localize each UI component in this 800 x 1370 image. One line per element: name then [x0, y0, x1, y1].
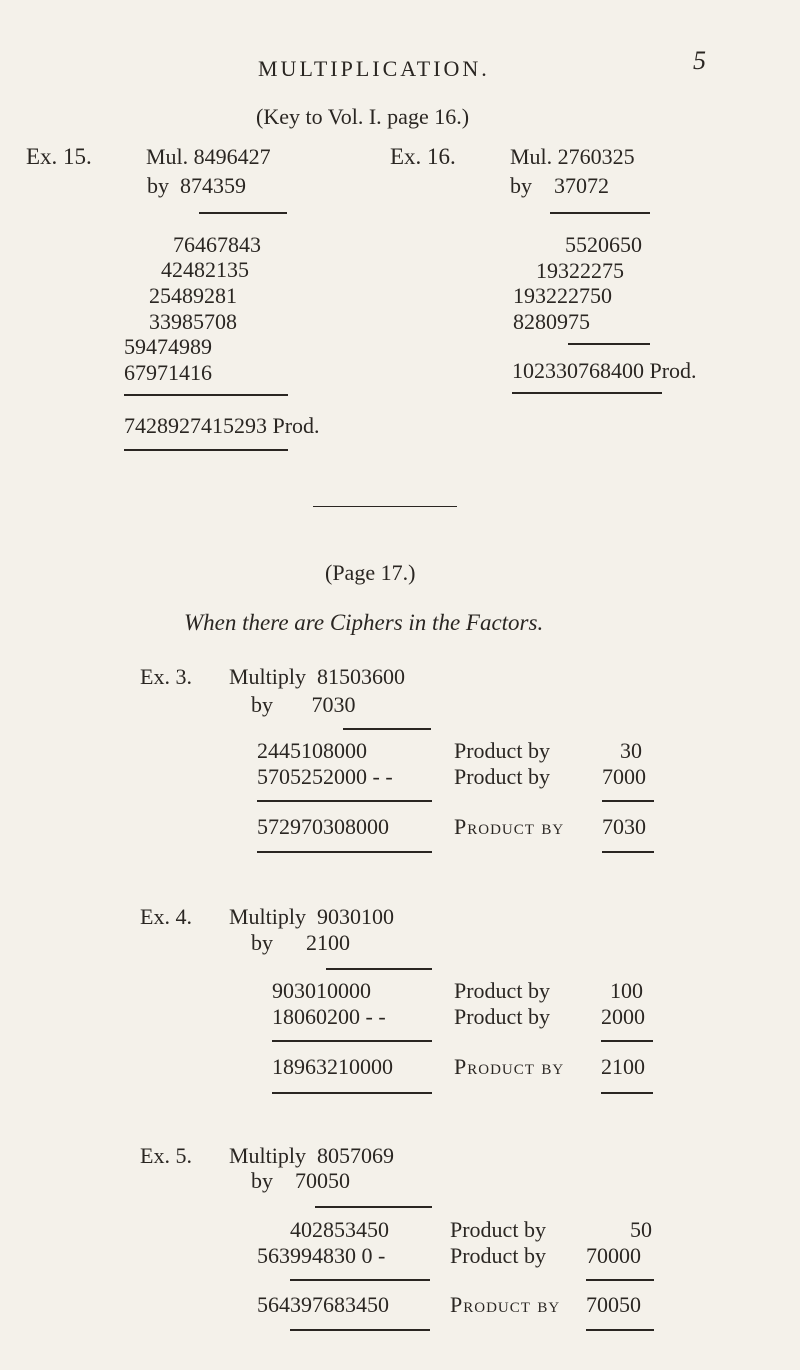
- multiplicand: Multiply 8057069: [229, 1143, 395, 1168]
- divider: [343, 728, 431, 730]
- multiplier: by 2100: [251, 930, 350, 955]
- product-total: 18963210000: [272, 1054, 393, 1079]
- multiplier: by 7030: [251, 692, 356, 717]
- partial-product: 903010000: [272, 978, 371, 1003]
- divider: [602, 851, 654, 853]
- divider: [601, 1092, 653, 1094]
- multiplicand: Mul. 8496427: [146, 144, 271, 169]
- page-reference: (Page 17.): [325, 560, 416, 585]
- product-total-label: Product by: [454, 1054, 565, 1079]
- partial-product: 8280975: [513, 309, 590, 334]
- product-total-label: Product by: [454, 814, 565, 839]
- multiplier: by 874359: [147, 173, 246, 198]
- divider: [550, 212, 650, 214]
- partial-label: Product by: [450, 1217, 546, 1242]
- multiplicand: Multiply 81503600: [229, 664, 406, 689]
- exercise-label: Ex. 4.: [140, 904, 192, 929]
- partial-multiplier: 70000: [586, 1243, 641, 1268]
- product-total-multiplier: 2100: [601, 1054, 645, 1079]
- partial-label: Product by: [454, 1004, 550, 1029]
- partial-product: 76467843: [173, 232, 261, 257]
- divider: [326, 968, 432, 970]
- partial-multiplier: 100: [610, 978, 643, 1003]
- divider: [124, 449, 288, 451]
- partial-product: 33985708: [149, 309, 237, 334]
- partial-multiplier: 2000: [601, 1004, 645, 1029]
- partial-product: 5705252000 - -: [257, 764, 393, 789]
- divider: [257, 851, 432, 853]
- divider: [199, 212, 287, 214]
- partial-multiplier: 50: [630, 1217, 652, 1242]
- product-total: 102330768400 Prod.: [512, 358, 697, 383]
- divider: [257, 800, 432, 802]
- running-title: MULTIPLICATION.: [258, 56, 490, 81]
- partial-product: 193222750: [513, 283, 612, 308]
- partial-product: 2445108000: [257, 738, 367, 763]
- product-total-label: Product by: [450, 1292, 561, 1317]
- partial-multiplier: 30: [620, 738, 642, 763]
- multiplicand: Mul. 2760325: [510, 144, 635, 169]
- product-total: 572970308000: [257, 814, 389, 839]
- divider: [512, 392, 662, 394]
- partial-product: 402853450: [290, 1217, 389, 1242]
- partial-label: Product by: [454, 764, 550, 789]
- multiplier: by 70050: [251, 1168, 350, 1193]
- product-total-multiplier: 7030: [602, 814, 646, 839]
- divider: [124, 394, 288, 396]
- divider: [272, 1040, 432, 1042]
- divider: [586, 1279, 654, 1281]
- partial-product: 67971416: [124, 360, 212, 385]
- section-heading: When there are Ciphers in the Factors.: [184, 610, 544, 635]
- product-total-multiplier: 70050: [586, 1292, 641, 1317]
- multiplier: by 37072: [510, 173, 609, 198]
- partial-product: 563994830 0 -: [257, 1243, 386, 1268]
- divider: [586, 1329, 654, 1331]
- section-divider: [313, 506, 457, 507]
- partial-product: 19322275: [536, 258, 624, 283]
- divider: [290, 1279, 430, 1281]
- partial-label: Product by: [454, 978, 550, 1003]
- partial-multiplier: 7000: [602, 764, 646, 789]
- exercise-label: Ex. 16.: [390, 144, 456, 169]
- partial-product: 5520650: [565, 232, 642, 257]
- divider: [601, 1040, 653, 1042]
- partial-product: 25489281: [149, 283, 237, 308]
- divider: [568, 343, 650, 345]
- multiplicand: Multiply 9030100: [229, 904, 395, 929]
- partial-product: 42482135: [161, 257, 249, 282]
- exercise-label: Ex. 5.: [140, 1143, 192, 1168]
- partial-product: 59474989: [124, 334, 212, 359]
- divider: [315, 1206, 432, 1208]
- product-total: 7428927415293 Prod.: [124, 413, 320, 438]
- partial-label: Product by: [454, 738, 550, 763]
- key-reference: (Key to Vol. I. page 16.): [256, 104, 470, 129]
- divider: [290, 1329, 430, 1331]
- exercise-label: Ex. 3.: [140, 664, 192, 689]
- exercise-label: Ex. 15.: [26, 144, 92, 169]
- divider: [272, 1092, 432, 1094]
- partial-label: Product by: [450, 1243, 546, 1268]
- divider: [602, 800, 654, 802]
- partial-product: 18060200 - -: [272, 1004, 386, 1029]
- page-number: 5: [693, 46, 706, 75]
- product-total: 564397683450: [257, 1292, 389, 1317]
